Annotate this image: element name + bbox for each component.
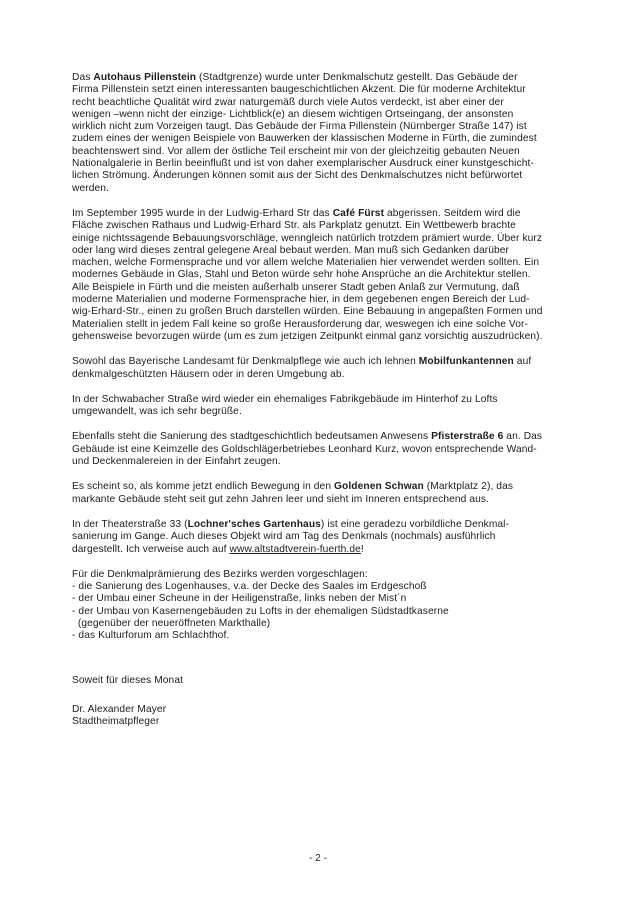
text-run: oder lang wird dieses zentral gelegene Areal bebaut werden. Man muß sich Gedanken darüber <box>72 244 510 256</box>
text-line <box>72 606 568 618</box>
text-line <box>72 544 568 556</box>
text-run: sanierung im Gange. Auch dieses Objekt wird am Tag des Denkmals (nochmals) ausführlich <box>72 531 496 543</box>
bold-text: Pfisterstraße 6 <box>431 431 504 443</box>
text-run: werden. <box>72 182 109 194</box>
text-run: - die Sanierung des Logenhauses, v.a. der Decke des Saales im Erdgeschoß <box>72 581 427 593</box>
website-link[interactable]: www.altstadtverein-fuerth.de <box>229 543 361 555</box>
text-line <box>72 481 568 493</box>
text-run: umgewandelt, was ich sehr begrüße. <box>72 406 242 418</box>
text-run: Soweit für dieses Monat <box>72 674 184 686</box>
text-line <box>72 158 568 170</box>
text-run: Das <box>72 72 94 83</box>
text-line <box>72 84 568 96</box>
text-line <box>72 269 568 281</box>
para-pfisterstrasse-6 <box>72 431 568 468</box>
text-run: an. Das <box>503 431 543 443</box>
text-run: einige nichtssagende Bebauungsvorschläge, wenngleich natürlich trotzdem prämiert wurde. Über kurz <box>72 232 543 244</box>
text-run: und Deckenmalereien in der Einfahrt zeugen. <box>72 456 281 468</box>
text-line <box>72 406 568 418</box>
bold-text: Autohaus Pillenstein <box>93 72 197 83</box>
text-run: dargestellt. Ich verweise auch auf <box>72 543 230 555</box>
text-run: beachtenswert sind. Vor allem der östliche Teil erscheint mir von der gleichzeitig gebauten Neuen <box>72 145 520 157</box>
text-run: ) ist eine geradezu vorbildliche Denkmal- <box>320 518 510 530</box>
bold-text: Mobilfunkantennen <box>418 356 514 368</box>
bold-text: Café Fürst <box>332 207 385 219</box>
text-line <box>72 233 568 245</box>
text-line <box>72 593 568 605</box>
text-line <box>72 109 568 121</box>
text-line <box>72 208 568 220</box>
para-mobilfunkantennen <box>72 356 568 381</box>
text-run: markante Gebäude steht seit gut zehn Jahren leer und sieht im Inneren entsprechend aus. <box>72 493 490 505</box>
text-run: Nationalgalerie in Berlin beeinflußt und ist von daher exemplarischer Ausdruck einer kunstgeschicht- <box>72 158 534 170</box>
para-autohaus-pillenstein <box>72 72 568 195</box>
text-line <box>72 245 568 257</box>
text-run: Im September 1995 wurde in der Ludwig-Erhard Str das <box>72 207 333 219</box>
text-line <box>72 306 568 318</box>
page-number: - 2 - <box>308 853 328 864</box>
text-run: recht beachtliche Qualität wird zwar naturgemäß durch viele Autos verdeckt, ist aber einer der <box>72 96 504 108</box>
text-line <box>72 630 568 642</box>
text-run: ! <box>360 543 364 555</box>
text-run: denkmalgeschützten Häusern oder in deren Umgebung ab. <box>72 368 345 380</box>
text-run: - der Umbau von Kasernengebäuden zu Lofts in der ehemaligen Südstadtkaserne <box>72 605 449 617</box>
text-line <box>72 146 568 158</box>
text-run: Für die Denkmalprämierung des Bezirks werden vorgeschlagen: <box>72 568 368 580</box>
para-signature <box>72 704 568 729</box>
text-line <box>72 72 568 84</box>
text-run: Firma Pillenstein setzt einen interessanten baugeschichtlichen Akzent. Die für moderne Architektur <box>72 84 526 96</box>
text-line <box>72 675 568 687</box>
text-line <box>72 183 568 195</box>
text-line <box>72 531 568 543</box>
text-line <box>72 257 568 269</box>
text-run: abgerissen. Seitdem wird die <box>384 207 521 219</box>
text-run: wirklich nicht zum Vorzeigen taugt. Das Gebäude der Firma Pillenstein (Nürnberger Straße 147) ist <box>72 121 527 133</box>
text-run: Alle Beispiele in Fürth und die meisten außerhalb unserer Stadt geben Anlaß zur Vermutung, daß <box>72 281 520 293</box>
text-run: gehensweise bevorzugen würde (um es zum jetzigen Zeitpunkt einmal ganz vorsichtig auszudrücken). <box>72 330 543 342</box>
text-line <box>72 431 568 443</box>
text-run: Stadtheimatpfleger <box>72 716 160 728</box>
text-run: - der Umbau einer Scheune in der Heiligenstraße, links neben der Mist´n <box>72 593 407 605</box>
text-run: zudem eines der wenigen Beispiele von Bauwerken der klassischen Moderne in Fürth, die zumindest <box>72 133 537 145</box>
text-line <box>72 618 568 630</box>
text-line <box>72 319 568 331</box>
text-line <box>72 220 568 232</box>
text-run: Materialien stellt in jedem Fall keine so große Herausforderung dar, weswegen ich eine solche Vor- <box>72 318 529 330</box>
text-run: (Marktplatz 2), das <box>423 481 514 493</box>
text-run: In der Schwabacher Straße wird wieder ein ehemaliges Fabrikgebäude im Hinterhof zu Lofts <box>72 393 498 405</box>
text-line <box>72 121 568 133</box>
text-line <box>72 133 568 145</box>
text-line <box>72 294 568 306</box>
para-goldener-schwan <box>72 481 568 506</box>
text-run: Gebäude ist eine Keimzelle des Goldschlägerbetriebes Leonhard Kurz, wovon entsprechende Wand- <box>72 443 537 455</box>
text-line <box>72 369 568 381</box>
text-line <box>72 394 568 406</box>
text-run: machen, welche Formensprache und vor allem welche Materialien hier verwendet werden sollten. Ein <box>72 257 540 269</box>
text-run: auf <box>513 356 532 368</box>
bold-text: Goldenen Schwan <box>334 481 424 493</box>
text-line <box>72 569 568 581</box>
text-line <box>72 331 568 343</box>
para-schwabacher-strasse <box>72 394 568 419</box>
para-lochnersches-gartenhaus <box>72 519 568 556</box>
document-body <box>72 72 568 728</box>
text-line <box>72 581 568 593</box>
text-line <box>72 716 568 728</box>
text-line <box>72 519 568 531</box>
text-line <box>72 456 568 468</box>
text-run: Dr. Alexander Mayer <box>72 703 167 715</box>
text-run: Ebenfalls steht die Sanierung des stadtgeschichtlich bedeutsamen Anwesens <box>72 431 432 443</box>
bold-text: Lochner'sches Gartenhaus <box>187 518 321 530</box>
text-run: modernes Gebäude in Glas, Stahl und Beton würde sehr hohe Ansprüche an die Architektur stellen. <box>72 269 531 281</box>
text-line <box>72 704 568 716</box>
text-run: lichen Strömung. Änderungen können somit aus der Sicht des Denkmalschutzes nicht befürwortet <box>72 170 523 182</box>
text-line <box>72 282 568 294</box>
text-run: wenigen –wenn nicht der einzige- Lichtblick(e) an diesem wichtigen Ortseingang, der ansonsten <box>72 108 514 120</box>
text-run: In der Theaterstraße 33 ( <box>72 518 188 530</box>
text-line <box>72 97 568 109</box>
para-denkmalpraemierung-list <box>72 569 568 643</box>
text-run: wig-Erhard-Str., einen zu großen Bruch darstellen würden. Eine Bebauung in angepaßten Formen und <box>72 306 543 318</box>
text-line <box>72 356 568 368</box>
text-line <box>72 170 568 182</box>
text-line <box>72 494 568 506</box>
para-closing <box>72 675 568 687</box>
text-line <box>72 444 568 456</box>
text-run: - das Kulturforum am Schlachthof. <box>72 630 230 642</box>
text-run: moderne Materialien und moderne Formensprache hier, in dem gegebenen engen Bereich der Lud- <box>72 294 530 306</box>
text-run: Es scheint so, als komme jetzt endlich Bewegung in den <box>72 481 335 493</box>
text-run: Sowohl das Bayerische Landesamt für Denkmalpflege wie auch ich lehnen <box>72 356 419 368</box>
para-cafe-fuerst <box>72 208 568 343</box>
text-run: (gegenüber der neueröffneten Markthalle) <box>72 617 271 629</box>
text-run: Fläche zwischen Rathaus und Ludwig-Erhard Str. als Parkplatz genutzt. Ein Wettbewerb brachte <box>72 220 516 232</box>
text-run: (Stadtgrenze) wurde unter Denkmalschutz gestellt. Das Gebäude der <box>196 72 518 83</box>
